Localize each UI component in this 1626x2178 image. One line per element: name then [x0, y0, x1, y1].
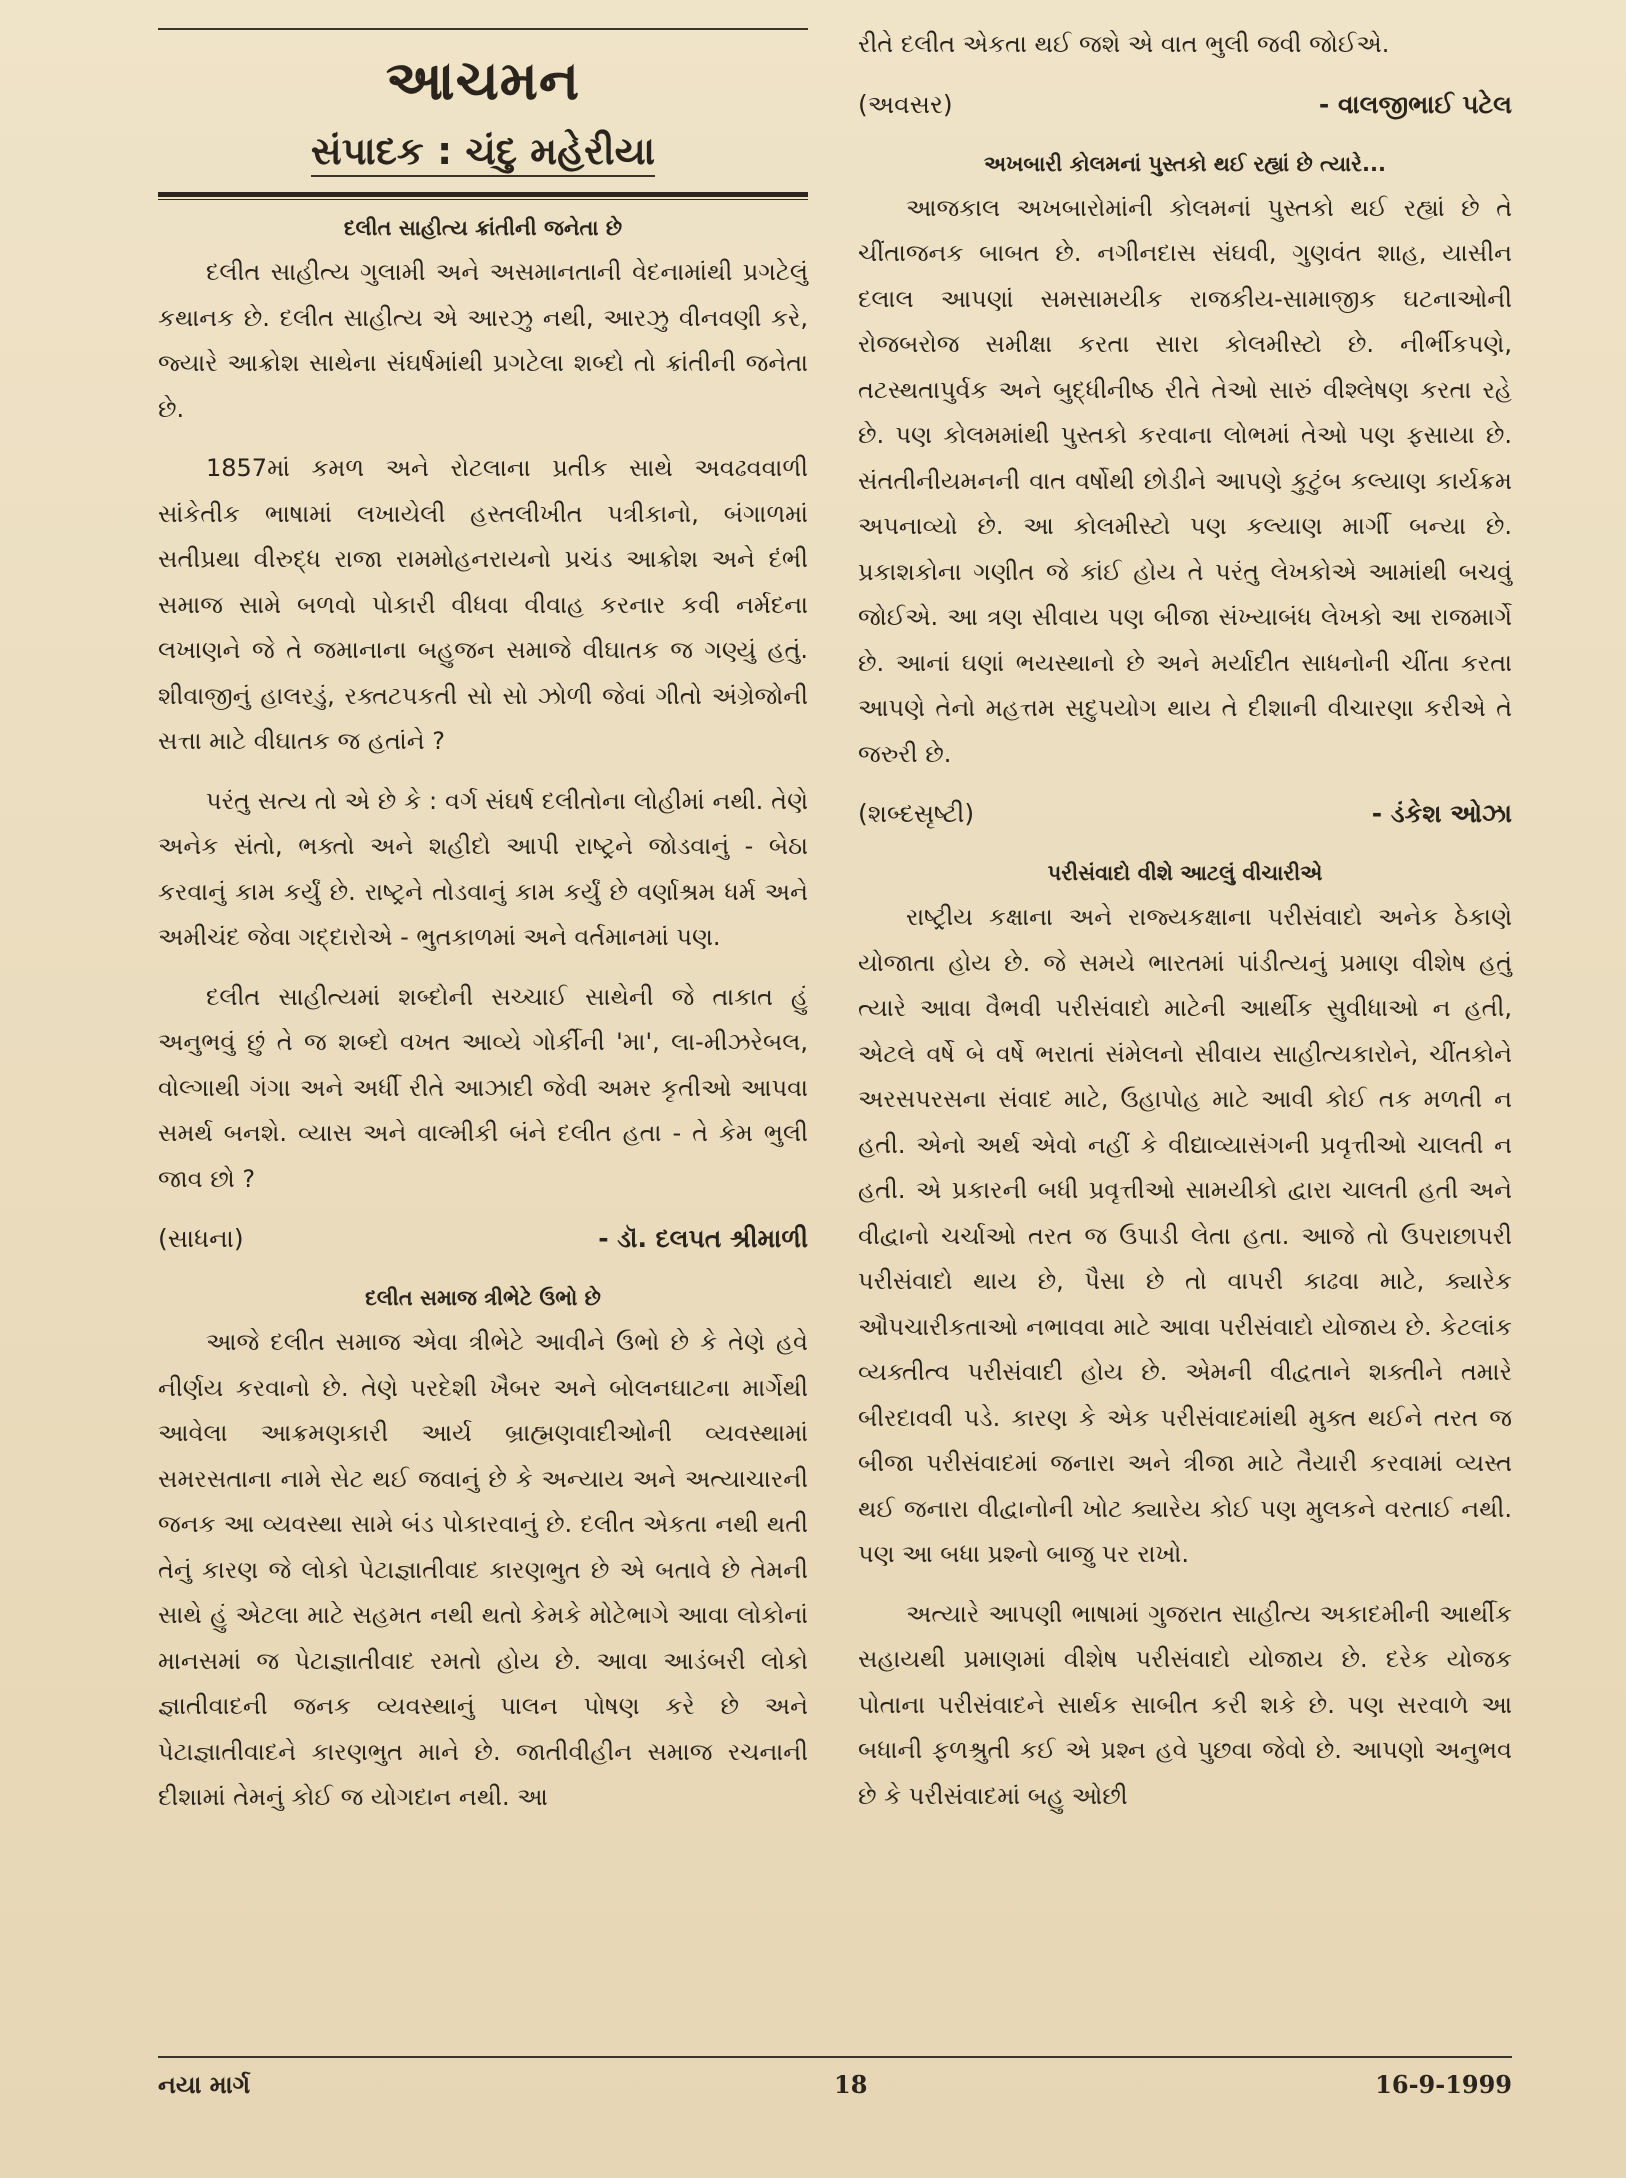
footer-date: 16-9-1999 [1375, 2070, 1512, 2099]
article-paragraph: પરંતુ સત્ય તો એ છે કે : વર્ગ સંઘર્ષ દલીતોના લોહીમાં નથી. તેણે અનેક સંતો, ભક્તો અને શહીદો આપી રાષ્ટ્રને જોડવાનું - બેઠા કરવાનું કામ કર્યું છે. રાષ્ટ્રને તોડવાનું કામ કર્યું છે વર્ણાશ્રમ ધર્મ અને અમીચંદ જેવા ગદ્દારોએ - ભુતકાળમાં અને વર્તમાનમાં પણ. [158, 786, 808, 951]
article-paragraph: રીતે દલીત એકતા થઈ જશે એ વાત ભુલી જવી જોઈએ. [858, 30, 1390, 58]
left-column [158, 22, 808, 1835]
article-source-line [158, 1216, 808, 1262]
article-paragraph: આજે દલીત સમાજ એવા ત્રીભેટે આવીને ઉભો છે કે તેણે હવે નીર્ણય કરવાનો છે. તેણે પરદેશી ખૈબર અને બોલનઘાટના માર્ગેથી આવેલા આક્રમણકારી આર્ય બ્રાહ્મણવાદીઓની વ્યવસ્થામાં સમરસતાના નામે સેટ થઈ જવાનું છે કે અન્યાય અને અત્યાચારની જનક આ વ્યવસ્થા સામે બંડ પોકારવાનું છે. દલીત એકતા નથી થતી તેનું કારણ જે લોકો પેટાજ્ઞાતીવાદ કારણભુત છે એ બતાવે છે તેમની સાથે હું એટલા માટે સહમત નથી થતો કેમકે મોટેભાગે આવા લોકોનાં માનસમાં જ પેટાજ્ઞાતીવાદ રમતો હોય છે. આવા આડંબરી લોકો જ્ઞાતીવાદની જનક વ્યવસ્થાનું પાલન પોષણ કરે છે અને પેટાજ્ઞાતીવાદને કારણભુત માને છે. જાતીવીહીન સમાજ રચનાની દીશામાં તેમનું કોઈ જ યોગદાન નથી. આ [158, 1328, 808, 1811]
article-paragraph: અત્યારે આપણી ભાષામાં ગુજરાત સાહીત્ય અકાદમીની આર્થીક સહાયથી પ્રમાણમાં વીશેષ પરીસંવાદો યોજાય છે. દરેક યોજક પોતાના પરીસંવાદને સાર્થક સાબીત કરી શકે છે. પણ સરવાળે આ બધાની ફળશ્રુતી કઈ એ પ્રશ્ન હવે પુછવા જેવો છે. આપણો અનુભવ છે કે પરીસંવાદમાં બહુ ઓછી [858, 1599, 1512, 1810]
article-author: - ડૉ. દલપત શ્રીમાળી [598, 1224, 808, 1253]
footer-magazine-name: નયા માર્ગ [158, 2070, 251, 2099]
top-rule [158, 28, 808, 30]
masthead-rule [158, 192, 808, 200]
article-author: - ડંકેશ ઓઝા [1371, 799, 1512, 828]
article-paragraph: આજકાલ અખબારોમાંની કોલમનાં પુસ્તકો થઈ રહ્યાં છે તે ચીંતાજનક બાબત છે. નગીનદાસ સંઘવી, ગુણવંત શાહ, યાસીન દલાલ આપણાં સમસામયીક રાજકીય-સામાજીક ઘટનાઓની રોજબરોજ સમીક્ષા કરતા સારા કોલમીસ્ટો છે. નીર્ભીકપણે, તટસ્થતાપુર્વક અને બુદ્ધીનીષ્ઠ રીતે તેઓ સારું વીશ્લેષણ કરતા રહે છે. પણ કોલમમાંથી પુસ્તકો કરવાના લોભમાં તેઓ પણ ફસાયા છે. સંતતીનીયમનની વાત વર્ષોથી છોડીને આપણે કુટુંબ કલ્યાણ કાર્યક્રમ અપનાવ્યો છે. આ કોલમીસ્ટો પણ કલ્યાણ માર્ગી બન્યા છે. પ્રકાશકોના ગણીત જે કાંઈ હોય તે પરંતુ લેખકોએ આમાંથી બચવું જોઈએ. આ ત્રણ સીવાય પણ બીજા સંખ્યાબંધ લેખકો આ રાજમાર્ગે છે. આનાં ઘણાં ભયસ્થાનો છે અને મર્યાદીત સાધનોની ચીંતા કરતા આપણે તેનો મહત્તમ સદુપયોગ થાય તે દીશાની વીચારણા કરીએ તે જરુરી છે. [858, 193, 1512, 768]
article-paragraph: રાષ્ટ્રીય કક્ષાના અને રાજ્યકક્ષાના પરીસંવાદો અનેક ઠેકાણે યોજાતા હોય છે. જે સમયે ભારતમાં પાંડીત્યનું પ્રમાણ વીશેષ હતું ત્યારે આવા વૈભવી પરીસંવાદો માટેની આર્થીક સુવીધાઓ ન હતી, એટલે વર્ષે બે વર્ષે ભરાતાં સંમેલનો સીવાય સાહીત્યકારોને, ચીંતકોને અરસપરસના સંવાદ માટે, ઉહાપોહ માટે આવી કોઈ તક મળતી ન હતી. એનો અર્થ એવો નહીં કે વીદ્યાવ્યાસંગની પ્રવૃત્તીઓ ચાલતી ન હતી. એ પ્રકારની બધી પ્રવૃત્તીઓ સામયીકો દ્વારા ચાલતી હતી અને વીદ્વાનો ચર્ચાઓ તરત જ ઉપાડી લેતા હતા. આજે તો ઉપરાછાપરી પરીસંવાદો થાય છે, પૈસા છે તો વાપરી કાઢવા માટે, ક્યારેક ઔપચારીકતાઓ નભાવવા માટે આવા પરીસંવાદો યોજાય છે. કેટલાંક વ્યક્તીત્વ પરીસંવાદી હોય છે. એમની વીદ્વતાને શક્તીને તમારે બીરદાવવી પડે. કારણ કે એક પરીસંવાદમાંથી મુક્ત થઈને તરત જ બીજા પરીસંવાદમાં જનારા અને ત્રીજા માટે તૈયારી કરવામાં વ્યસ્ત થઈ જનારા વીદ્વાનોની ખોટ ક્યારેય કોઈ પણ મુલકને વરતાઈ નથી. પણ આ બધા પ્રશ્નો બાજુ પર રાખો. [858, 903, 1512, 1568]
article-source: (સાધના) [158, 1224, 244, 1253]
article-heading: દલીત સમાજ ત્રીભેટે ઉભો છે [365, 1286, 601, 1310]
article-source-line [858, 82, 1512, 128]
article-heading: દલીત સાહીત્ય ક્રાંતીની જનેતા છે [343, 216, 623, 240]
editor-name: સંપાદક : ચંદુ મહેરીયા [311, 129, 655, 177]
article-source-line [858, 791, 1512, 837]
right-column [858, 22, 1512, 1833]
article-source: (શબ્દસૃષ્ટી) [858, 799, 975, 828]
article-paragraph: દલીત સાહીત્યમાં શબ્દોની સચ્ચાઈ સાથેની જે તાકાત હું અનુભવું છું તે જ શબ્દો વખત આવ્યે ગોર્કીની 'મા', લા-મીઝરેબલ, વોલ્ગાથી ગંગા અને અર્ધી રીતે આઝાદી જેવી અમર કૃતીઓ આપવા સમર્થ બનશે. વ્યાસ અને વાલ્મીકી બંને દલીત હતા - તે કેમ ભુલી જાવ છો ? [158, 982, 808, 1193]
article-author: - વાલજીભાઈ પટેલ [1318, 89, 1512, 119]
footer-rule [158, 2056, 1512, 2058]
article-paragraph: દલીત સાહીત્ય ગુલામી અને અસમાનતાની વેદનામાંથી પ્રગટેલું કથાનક છે. દલીત સાહીત્ય એ આરઝુ નથી, આરઝુ વીનવણી કરે, જ્યારે આક્રોશ સાથેના સંઘર્ષમાંથી પ્રગટેલા શબ્દો તો ક્રાંતીની જનેતા છે. [158, 258, 808, 423]
article-heading: પરીસંવાદો વીશે આટલું વીચારીએ [1047, 861, 1323, 885]
article-paragraph: 1857માં કમળ અને રોટલાના પ્રતીક સાથે અવઢવવાળી સાંકેતીક ભાષામાં લખાયેલી હસ્તલીખીત પત્રીકાનો, બંગાળમાં સતીપ્રથા વીરુદ્ધ રાજા રામમોહનરાયનો પ્રચંડ આક્રોશ અને દંભી સમાજ સામે બળવો પોકારી વીધવા વીવાહ કરનાર કવી નર્મદના લખાણને જે તે જમાનાના બહુજન સમાજે વીઘાતક જ ગણ્યું હતું. શીવાજીનું હાલરડું, રક્તટપકતી સો સો ઝોળી જેવાં ગીતો અંગ્રેજોની સત્તા માટે વીઘાતક જ હતાંને ? [158, 454, 808, 755]
editor-line [158, 124, 808, 178]
masthead-title: આચમન [385, 49, 581, 112]
footer-page-number: 18 [834, 2070, 868, 2099]
article-source: (અવસર) [858, 89, 953, 119]
article-heading: અખબારી કોલમનાં પુસ્તકો થઈ રહ્યાં છે ત્યારે... [984, 151, 1386, 176]
